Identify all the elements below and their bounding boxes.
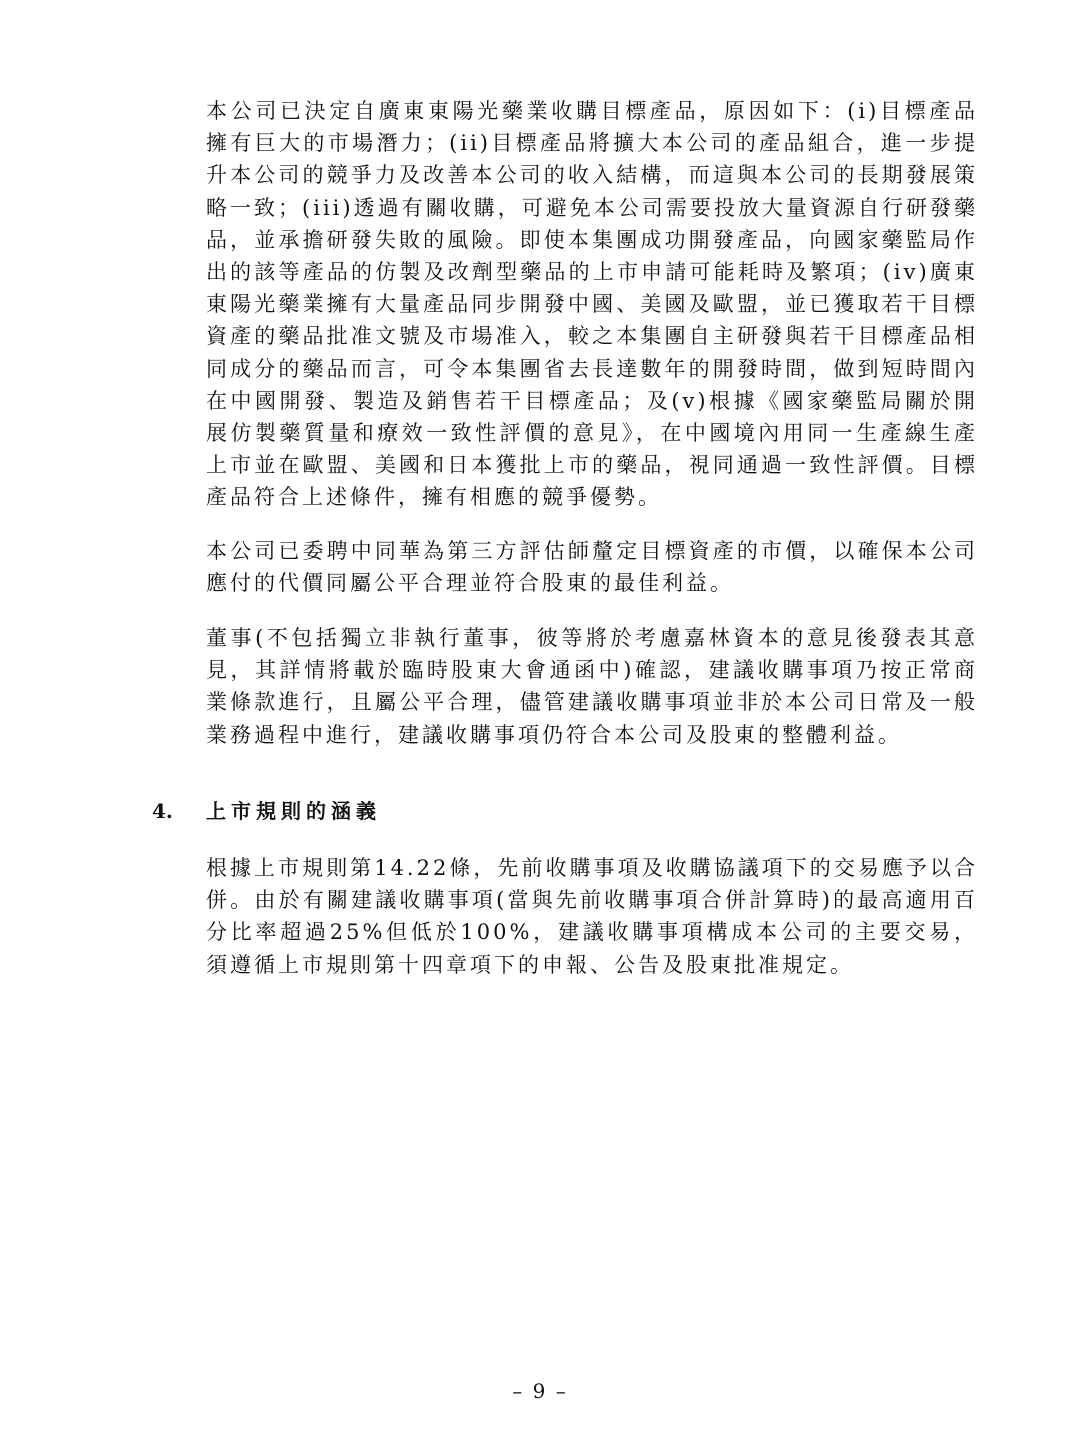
section-number: 4.	[152, 799, 173, 823]
paragraph-acquisition-reasons: 本公司已決定自廣東東陽光藥業收購目標產品，原因如下：(i)目標產品擁有巨大的市場潛力；(ii)目標產品將擴大本公司的產品組合，進一步提升本公司的競爭力及改善本公司的收入結構，而這與本公司的長期發展策略一致；(iii)透過有關收購，可避免本公司需要投放大量資源自行研發藥品，並承擔研發失敗的風險。即使本集團成功開發產品，向國家藥監局作出的該等產品的仿製及改劑型藥品的上市申請可能耗時及繁項；(iv)廣東東陽光藥業擁有大量產品同步開發中國、美國及歐盟，並已獲取若干目標資產的藥品批准文號及市場准入，較之本集團自主研發與若干目標產品相同成分的藥品而言，可令本集團省去長達數年的開發時間，做到短時間內在中國開發、製造及銷售若干目標產品；及(v)根據《國家藥監局關於開展仿製藥質量和療效一致性評價的意見》，在中國境內用同一生產線生產上市並在歐盟、美國和日本獲批上市的藥品，視同通過一致性評價。目標產品符合上述條件，擁有相應的競爭優勢。	[206, 99, 978, 510]
page-number: – 9 –	[512, 1379, 568, 1403]
paragraph-directors-confirmation: 董事(不包括獨立非執行董事，彼等將於考慮嘉林資本的意見後發表其意見，其詳情將載於臨時股東大會通函中)確認，建議收購事項乃按正常商業條款進行，且屬公平合理，儘管建議收購事項並非於本公司日常及一般業務過程中進行，建議收購事項仍符合本公司及股東的整體利益。	[206, 626, 978, 747]
paragraph-listing-rules: 根據上市規則第14.22條，先前收購事項及收購協議項下的交易應予以合併。由於有關建議收購事項(當與先前收購事項合併計算時)的最高適用百分比率超過25%但低於100%，建議收購事項構成本公司的主要交易，須遵循上市規則第十四章項下的申報、公告及股東批准規定。	[206, 856, 978, 977]
section-title: 上市規則的涵義	[206, 799, 381, 823]
paragraph-valuer: 本公司已委聘中同華為第三方評估師釐定目標資產的市價，以確保本公司應付的代價同屬公平合理並符合股東的最佳利益。	[206, 539, 978, 596]
